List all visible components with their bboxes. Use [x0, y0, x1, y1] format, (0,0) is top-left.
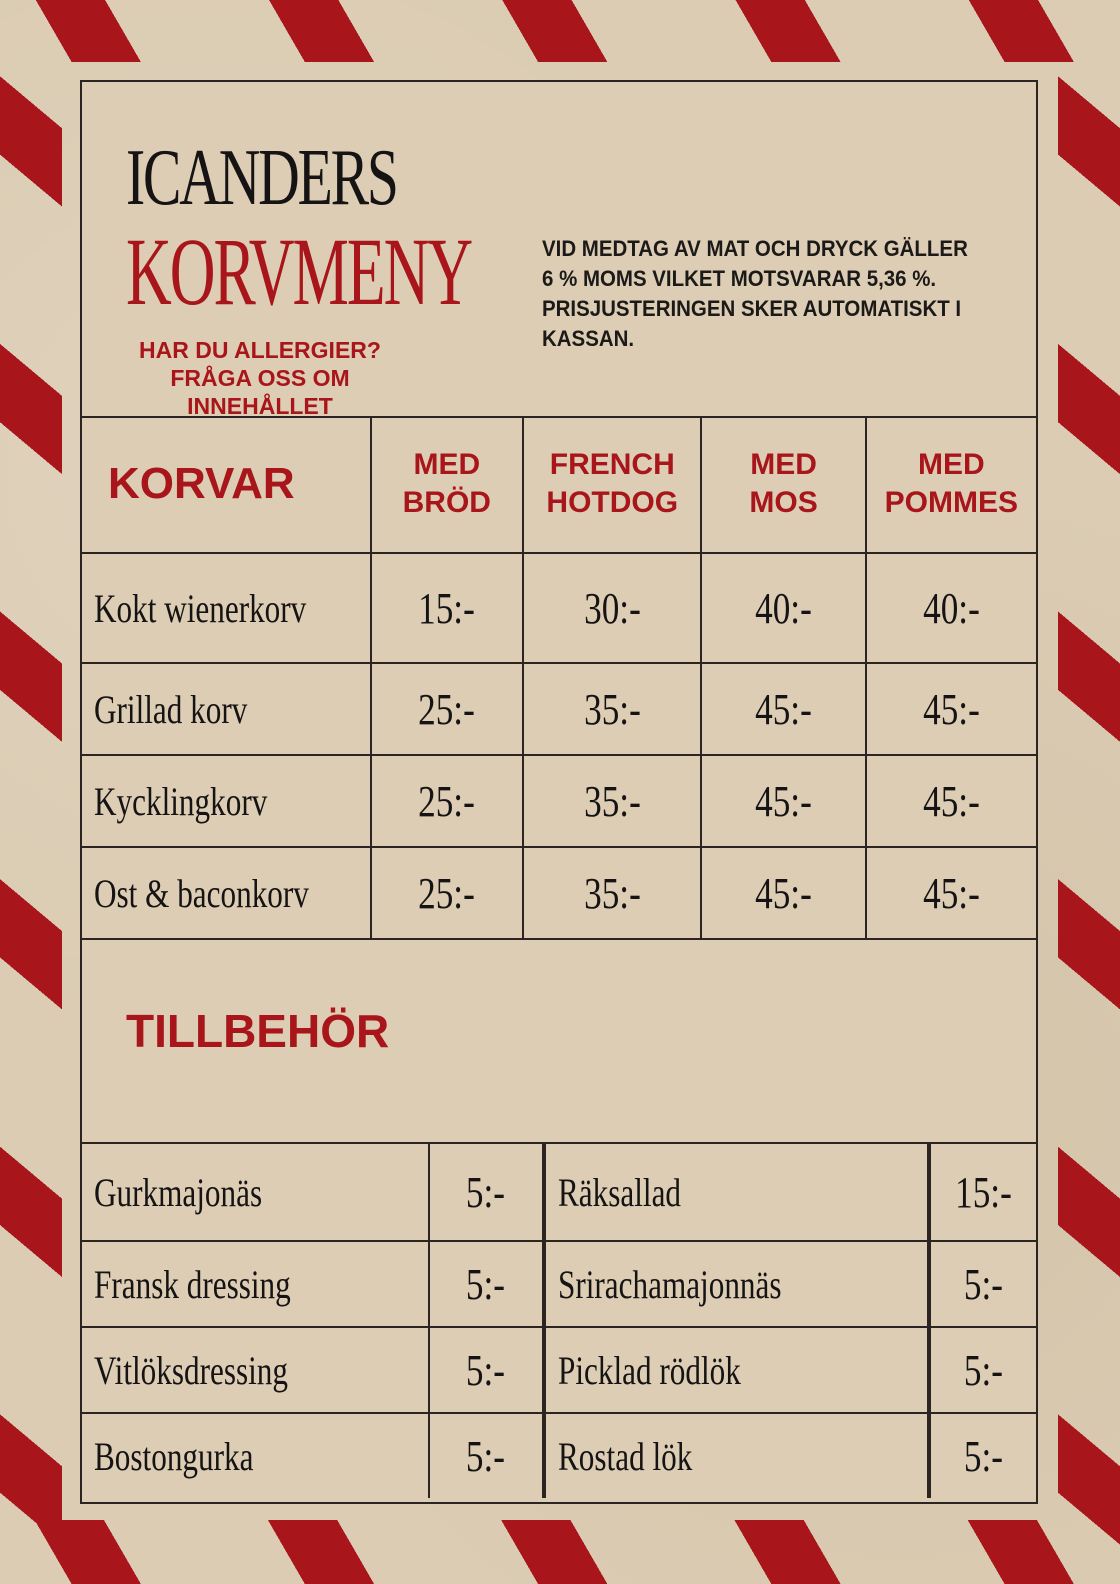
item-name: Ost & baconkorv: [82, 847, 371, 939]
side-name: Rostad lök: [544, 1413, 929, 1498]
column-header: FRENCH HOTDOG: [523, 416, 701, 553]
menu-header: [82, 82, 1036, 418]
side-price: 5:-: [429, 1143, 544, 1241]
allergy-line-1: HAR DU ALLERGIER?: [139, 337, 381, 363]
item-price: 25:-: [371, 755, 524, 847]
side-price: 5:-: [929, 1327, 1036, 1413]
item-price: 15:-: [371, 553, 524, 663]
side-name: Picklad rödlök: [544, 1327, 929, 1413]
item-price: 45:-: [866, 755, 1036, 847]
side-price: 15:-: [929, 1143, 1036, 1241]
side-price: 5:-: [429, 1241, 544, 1327]
table-row: [82, 847, 1036, 939]
table-header-row: [82, 416, 1036, 553]
table-row: [82, 1241, 1036, 1327]
table-row: [82, 1413, 1036, 1498]
vat-notice: VID MEDTAG AV MAT OCH DRYCK GÄLLER 6 % MOMS VILKET MOTSVARAR 5,36 %. PRISJUSTERINGEN SKER AUTOMATISKT I KASSAN.: [542, 236, 968, 351]
item-name: Kycklingkorv: [82, 755, 371, 847]
item-price: 45:-: [701, 755, 865, 847]
item-price: 45:-: [866, 847, 1036, 939]
column-header: MED BRÖD: [371, 416, 524, 553]
side-price: 5:-: [929, 1241, 1036, 1327]
sausage-price-table: [82, 416, 1036, 940]
table-row: [82, 663, 1036, 755]
item-price: 35:-: [523, 847, 701, 939]
allergy-notice: [100, 336, 420, 420]
menu-title: KORVMENY: [126, 218, 472, 325]
table-row: [82, 1327, 1036, 1413]
stripe-border-right: [1058, 0, 1120, 1584]
item-price: 45:-: [866, 663, 1036, 755]
side-name: Räksallad: [544, 1143, 929, 1241]
item-name: Grillad korv: [82, 663, 371, 755]
brand-logo: ICANDERS: [126, 134, 397, 222]
side-price: 5:-: [929, 1413, 1036, 1498]
table-row: [82, 1143, 1036, 1241]
section-title-korvar: KORVAR: [82, 416, 371, 553]
stripe-border-left: [0, 0, 62, 1584]
item-price: 40:-: [701, 553, 865, 663]
side-name: Srirachamajonnäs: [544, 1241, 929, 1327]
column-header: MED POMMES: [866, 416, 1036, 553]
side-name: Vitlöksdressing: [82, 1327, 429, 1413]
item-price: 25:-: [371, 847, 524, 939]
stripe-border-top: [0, 0, 1120, 62]
table-row: [82, 755, 1036, 847]
item-price: 40:-: [866, 553, 1036, 663]
side-price: 5:-: [429, 1413, 544, 1498]
item-price: 35:-: [523, 663, 701, 755]
allergy-line-2: FRÅGA OSS OM INNEHÅLLET: [170, 365, 350, 419]
side-name: Fransk dressing: [82, 1241, 429, 1327]
item-price: 30:-: [523, 553, 701, 663]
side-name: Gurkmajonäs: [82, 1143, 429, 1241]
section-title-tillbehor: TILLBEHÖR: [126, 1005, 390, 1057]
side-price: 5:-: [429, 1327, 544, 1413]
item-price: 35:-: [523, 755, 701, 847]
item-price: 45:-: [701, 663, 865, 755]
side-name: Bostongurka: [82, 1413, 429, 1498]
column-header: MED MOS: [701, 416, 865, 553]
item-price: 25:-: [371, 663, 524, 755]
sides-price-table: [82, 1142, 1036, 1498]
menu-card: [80, 80, 1038, 1504]
table-row: [82, 553, 1036, 663]
item-name: Kokt wienerkorv: [82, 553, 371, 663]
stripe-border-bottom: [0, 1520, 1120, 1584]
item-price: 45:-: [701, 847, 865, 939]
